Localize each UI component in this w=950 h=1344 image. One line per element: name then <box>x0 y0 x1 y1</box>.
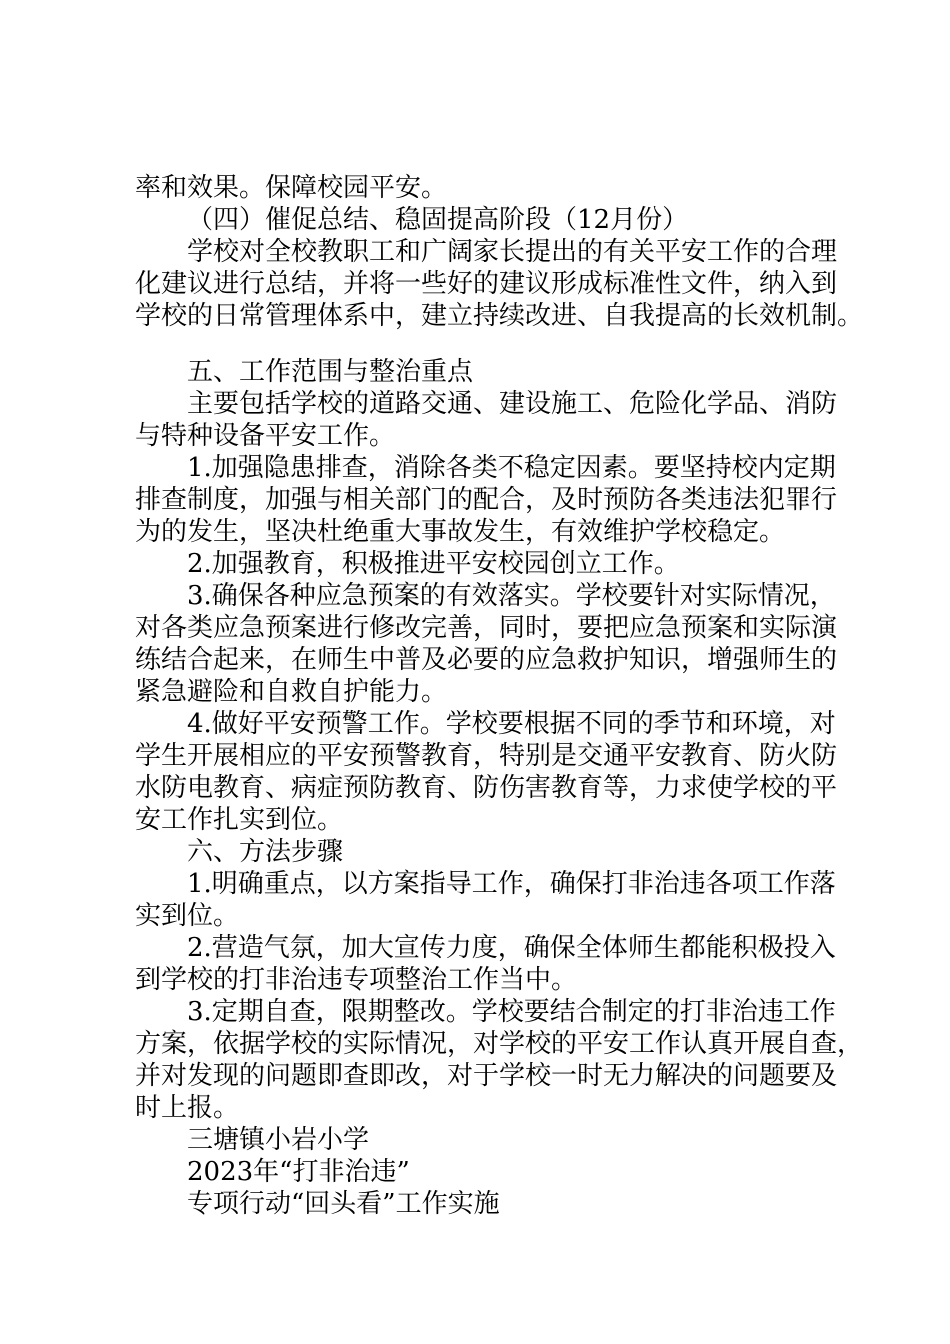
text-line: 紧急避险和自救自护能力。 <box>135 677 448 707</box>
text-line: 实到位。 <box>135 901 240 931</box>
text-line: 3.定期自查，限期整改。学校要结合制定的打非治违工作 <box>187 997 836 1027</box>
section-heading: （四）催促总结、稳固提高阶段（12月份） <box>187 205 689 235</box>
text-line: 2.营造气氛，加大宣传力度，确保全体师生都能积极投入 <box>187 933 836 963</box>
document-subtitle: 专项行动“回头看”工作实施 <box>187 1189 500 1219</box>
text-line: 学生开展相应的平安预警教育，特别是交通平安教育、防火防 <box>135 741 838 771</box>
text-line: 与特种设备平安工作。 <box>135 421 396 451</box>
text-line: 水防电教育、病症预防教育、防伤害教育等，力求使学校的平 <box>135 773 838 803</box>
text-line: 方案，依据学校的实际情况，对学校的平安工作认真开展自查， <box>135 1029 864 1059</box>
text-line: 主要包括学校的道路交通、建设施工、危险化学品、消防 <box>187 389 838 419</box>
text-line: 2.加强教育，积极推进平安校园创立工作。 <box>187 549 680 579</box>
section-heading: 六、方法步骤 <box>187 837 344 867</box>
text-line: 到学校的打非治违专项整治工作当中。 <box>135 965 578 995</box>
text-line: 率和效果。保障校园平安。 <box>135 173 448 203</box>
text-line: 为的发生，坚决杜绝重大事故发生，有效维护学校稳定。 <box>135 517 786 547</box>
text-line: 安工作扎实到位。 <box>135 805 344 835</box>
text-line: 并对发现的问题即查即改，对于学校一时无力解决的问题要及 <box>135 1061 838 1091</box>
document-year-title: 2023年“打非治违” <box>187 1157 410 1187</box>
text-line: 3.确保各种应急预案的有效落实。学校要针对实际情况， <box>187 581 836 611</box>
section-heading: 五、工作范围与整治重点 <box>187 357 474 387</box>
text-line: 时上报。 <box>135 1093 240 1123</box>
text-line: 排查制度，加强与相关部门的配合，及时预防各类违法犯罪行 <box>135 485 838 515</box>
text-line: 化建议进行总结，并将一些好的建议形成标准性文件，纳入到 <box>135 269 838 299</box>
text-line: 4.做好平安预警工作。学校要根据不同的季节和环境，对 <box>187 709 836 739</box>
text-line: 学校的日常管理体系中，建立持续改进、自我提高的长效机制。 <box>135 301 864 331</box>
text-line: 1.明确重点，以方案指导工作，确保打非治违各项工作落 <box>187 869 836 899</box>
text-line: 练结合起来，在师生中普及必要的应急救护知识，增强师生的 <box>135 645 838 675</box>
text-line: 1.加强隐患排查，消除各类不稳定因素。要坚持校内定期 <box>187 453 836 483</box>
text-line: 对各类应急预案进行修改完善，同时，要把应急预案和实际演 <box>135 613 838 643</box>
text-line: 学校对全校教职工和广阔家长提出的有关平安工作的合理 <box>187 237 838 267</box>
school-name: 三塘镇小岩小学 <box>187 1125 370 1155</box>
